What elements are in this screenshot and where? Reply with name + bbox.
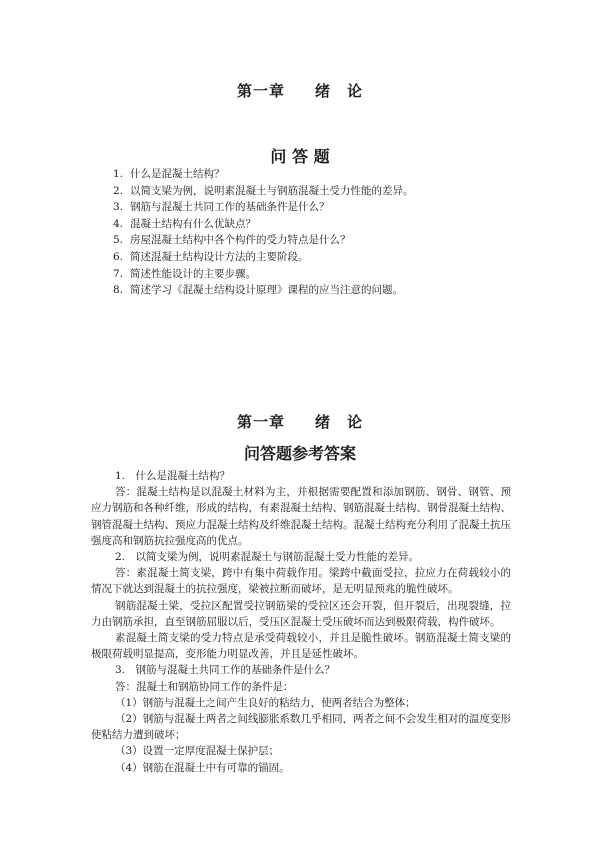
answer-question-2: 2. 以简支梁为例，说明素混凝土与钢筋混凝土受力性能的差异。 xyxy=(115,551,420,564)
list-item: 3. 钢筋与混凝土共同工作的基础条件是什么？ xyxy=(113,201,330,214)
chapter-title-2 xyxy=(0,411,600,432)
answers-body xyxy=(91,468,511,776)
answer-paragraph-1: 答：混凝土结构是以混凝土材料为主，并根据需要配置和添加钢筋、钢骨、钢管、预应力钢筋和各种纤维，形成的结构，有素混凝土结构、钢筋混凝土结构、钢骨混凝土结构、钢管混凝土结构、预应力混凝土结构及纤维混凝土结构。混凝土结构充分利用了混凝土抗压强度高和钢筋抗拉强度高的优点。 xyxy=(91,486,511,547)
list-item: 6. 简述混凝土结构设计方法的主要阶段。 xyxy=(113,250,309,263)
answer-question-3: 3. 钢筋与混凝土共同工作的基础条件是什么？ xyxy=(115,664,336,677)
chapter-label: 第一章 xyxy=(236,413,285,431)
list-item: 1. 什么是混凝土结构？ xyxy=(113,168,225,180)
answers-heading: 问答题参考答案 xyxy=(243,444,356,463)
answer-paragraph-2c: 素混凝土简支梁的受力特点是承受荷载较小，并且是脆性破坏。钢筋混凝土简支梁的极限荷载明显提高，变形能力明显改善，并且是延性破坏。 xyxy=(91,632,511,661)
answer-question-1: 1. 什么是混凝土结构？ xyxy=(115,470,231,482)
answer-paragraph-2b: 钢筋混凝土梁，受拉区配置受拉钢筋梁的受拉区还会开裂，但开裂后，出现裂缝，拉力由钢筋承担，直至钢筋屈服以后，受压区混凝土受压破坏而达到极限荷载，构件破坏。 xyxy=(91,599,511,628)
chapter-label: 第一章 xyxy=(236,82,285,100)
list-item: （3）设置一定厚度混凝土保护层； xyxy=(115,745,280,758)
list-item: 4. 混凝土结构有什么优缺点？ xyxy=(113,217,256,230)
list-item: （4）钢筋在混凝土中有可靠的锚固。 xyxy=(115,761,290,774)
questions-heading: 问 答 题 xyxy=(270,147,330,166)
list-item: （1）钢筋与混凝土之间产生良好的粘结力，使两者结合为整体； xyxy=(115,696,416,709)
answer-intro-3: 答：混凝土和钢筋协同工作的条件是： xyxy=(115,680,294,693)
question-list xyxy=(113,166,533,299)
list-item: （2）钢筋与混凝土两者之间线膨胀系数几乎相同，两者之间不会发生相对的温度变形使粘结力遭到破坏； xyxy=(91,713,511,742)
chapter-name: 绪 论 xyxy=(315,413,364,431)
answer-paragraph-2a: 答：素混凝土简支梁，跨中有集中荷载作用。梁跨中截面受拉，拉应力在荷载较小的情况下就达到混凝土的抗拉强度，梁被拉断而破坏，是无明显预兆的脆性破坏。 xyxy=(91,567,511,596)
chapter-name: 绪 论 xyxy=(315,82,364,100)
list-item: 5. 房屋混凝土结构中各个构件的受力特点是什么？ xyxy=(113,234,351,247)
list-item: 7. 简述性能设计的主要步骤。 xyxy=(113,267,256,280)
chapter-title-1 xyxy=(0,80,600,101)
list-item: 2. 以简支梁为例，说明素混凝土与钢筋混凝土受力性能的差异。 xyxy=(113,184,414,197)
list-item: 8. 简述学习《混凝土结构设计原理》课程的应当注意的问题。 xyxy=(113,284,403,297)
